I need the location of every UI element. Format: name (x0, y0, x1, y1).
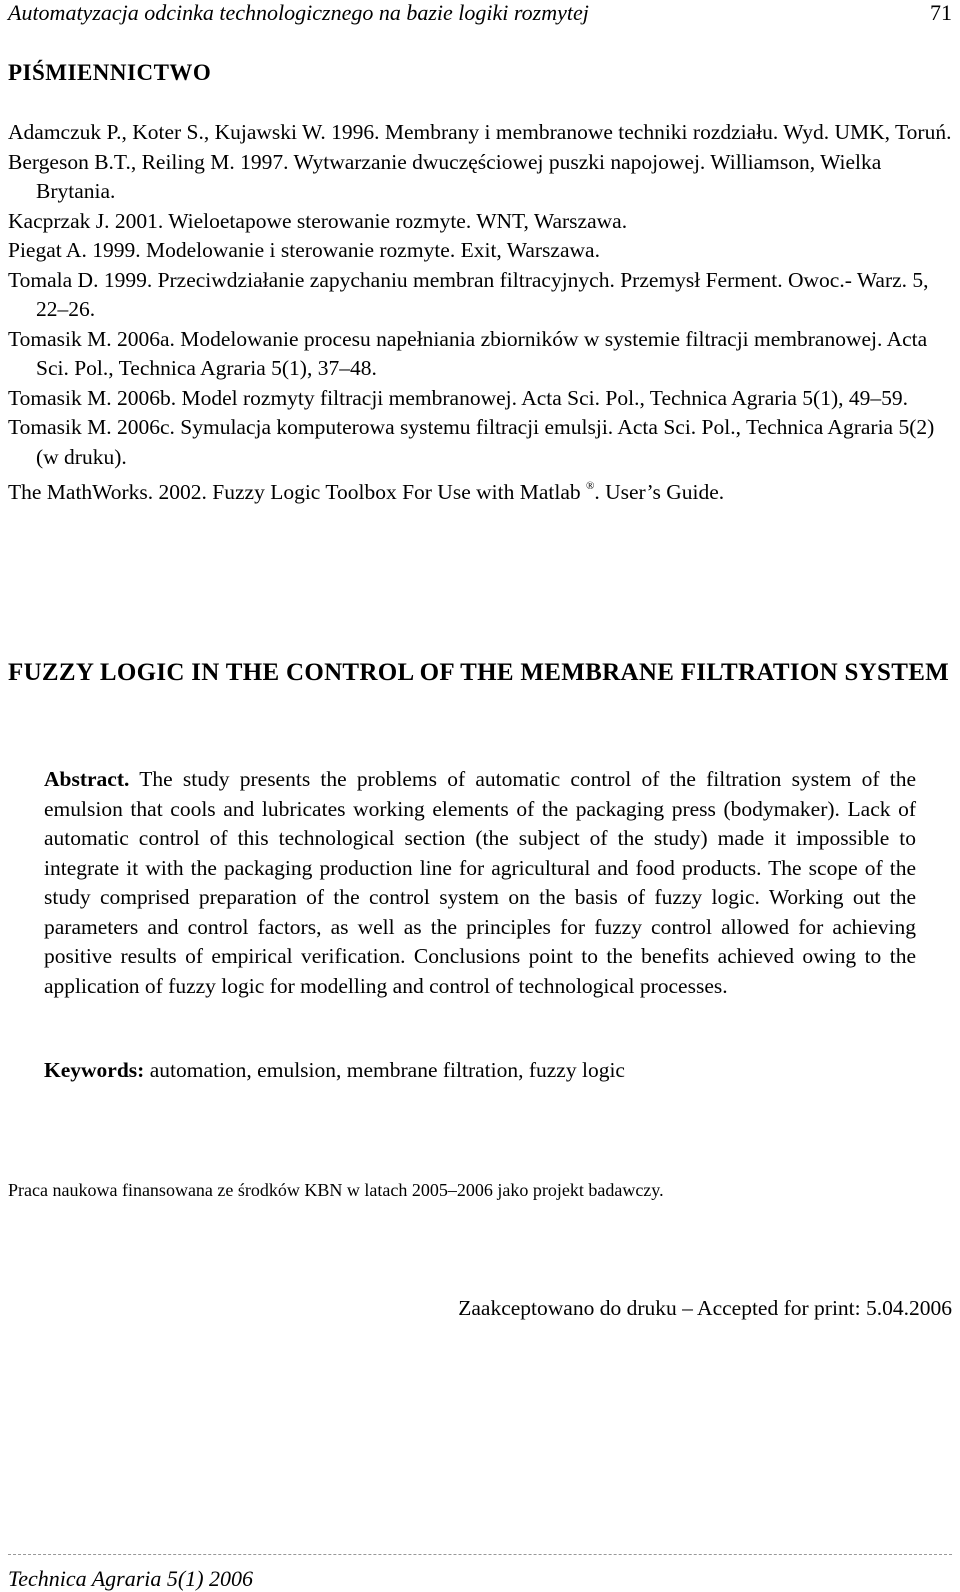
reference-text: . User’s Guide. (594, 480, 725, 504)
reference-item (8, 472, 952, 508)
abstract (44, 765, 916, 1001)
reference-item: Bergeson B.T., Reiling M. 1997. Wytwarzanie dwuczęściowej puszki napojowej. Williamson, Wielka Brytania. (8, 149, 882, 203)
english-title: FUZZY LOGIC IN THE CONTROL OF THE MEMBRANE FILTRATION SYSTEM (8, 659, 950, 686)
registered-trademark-symbol: ® (586, 480, 595, 492)
abstract-label: Abstract. (44, 767, 130, 791)
footer-divider (8, 1554, 952, 1555)
running-header-title: Automatyzacja odcinka technologicznego na bazie logiki rozmytej (8, 0, 589, 25)
page-number: 71 (930, 0, 952, 25)
reference-item: Piegat A. 1999. Modelowanie i sterowanie rozmyte. Exit, Warszawa. (8, 238, 600, 262)
abstract-text: The study presents the problems of automatic control of the filtration system of the emulsion that cools and lubricates working elements of the packaging press (bodymaker). Lack of automatic control of this technological section (the subject of the study) made it impossible to integrate it with the packaging production line for agricultural and food products. The scope of the study comprised preparation of the control system on the basis of fuzzy logic. Working out the parameters and control factors, as well as the principles for fuzzy control allowed for achieving positive results of empirical verification. Conclusions point to the benefits achieved owing to the application of fuzzy logic for modelling and control of technological processes. (44, 767, 916, 998)
reference-item: Tomala D. 1999. Przeciwdziałanie zapychaniu membran filtracyjnych. Przemysł Ferment. Owoc.- Warz. 5, 22–26. (8, 267, 929, 321)
accepted-note: Zaakceptowano do druku – Accepted for print: 5.04.2006 (458, 1296, 952, 1320)
reference-item: Kacprzak J. 2001. Wieloetapowe sterowanie rozmyte. WNT, Warszawa. (8, 208, 628, 233)
keywords (44, 1058, 916, 1083)
funding-note: Praca naukowa finansowana ze środków KBN w latach 2005–2006 jako projekt badawczy. (8, 1180, 664, 1200)
footer-journal: Technica Agraria 5(1) 2006 (8, 1566, 254, 1591)
reference-list (8, 118, 952, 508)
reference-item: Adamczuk P., Koter S., Kujawski W. 1996. Membrany i membranowe techniki rozdziału. Wyd. UMK, Toruń. (8, 120, 952, 144)
reference-item: Tomasik M. 2006b. Model rozmyty filtracji membranowej. Acta Sci. Pol., Technica Agraria 5(1), 49–59. (8, 385, 908, 410)
reference-text: The MathWorks. 2002. Fuzzy Logic Toolbox For Use with Matlab (8, 480, 581, 504)
references-heading: PIŚMIENNICTWO (8, 60, 212, 85)
keywords-text: automation, emulsion, membrane filtration, fuzzy logic (144, 1058, 625, 1082)
reference-item: Tomasik M. 2006a. Modelowanie procesu napełniania zbiorników w systemie filtracji membranowej. Acta Sci. Pol., Technica Agraria 5(1), 37–48. (8, 326, 928, 380)
reference-item: Tomasik M. 2006c. Symulacja komputerowa systemu filtracji emulsji. Acta Sci. Pol., Technica Agraria 5(2) (w druku). (8, 415, 935, 469)
keywords-label: Keywords: (44, 1058, 145, 1082)
